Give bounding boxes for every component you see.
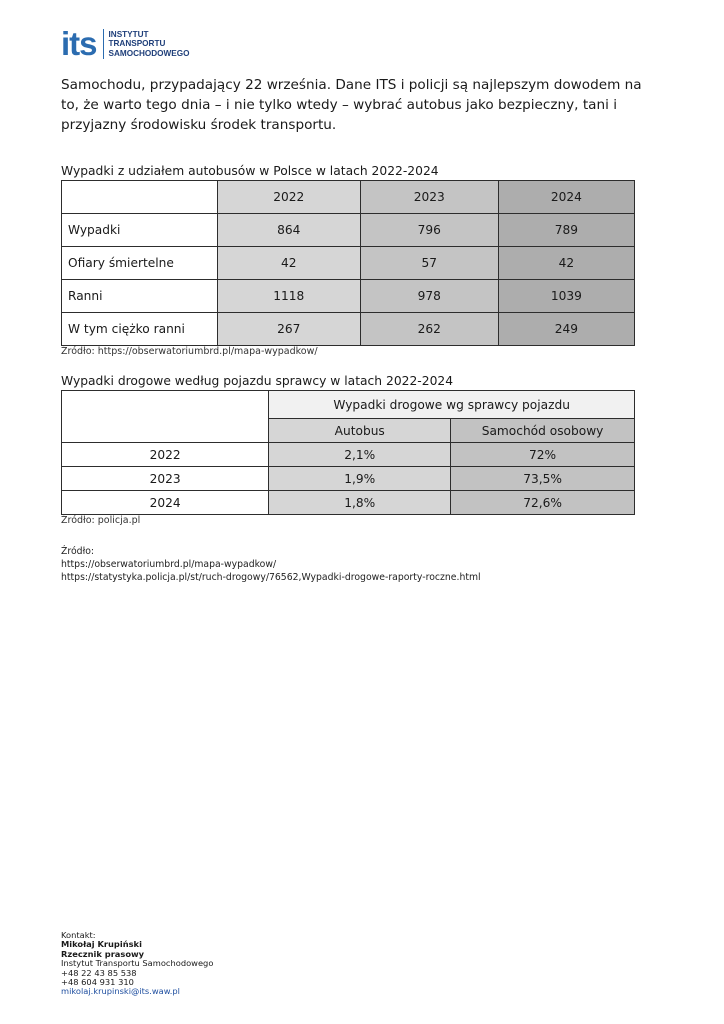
contact-phone: +48 604 931 310 [61, 977, 134, 988]
table1-caption: Wypadki z udziałem autobusów w Polsce w latach 2022-2024 [61, 164, 439, 178]
contact-block [61, 931, 213, 997]
logo-line-3: SAMOCHODOWEGO [108, 48, 190, 58]
table-row [62, 247, 635, 280]
logo-divider [103, 29, 104, 59]
logo-line-2: TRANSPORTU [108, 39, 166, 49]
header-year: 2024 [498, 181, 634, 214]
cell-value: 2,1% [269, 443, 451, 467]
contact-name: Mikołaj Krupiński [61, 939, 142, 950]
column-header-car: Samochód osobowy [451, 419, 635, 443]
perpetrator-vehicle-table [61, 390, 635, 515]
table2-source: Źródło: policja.pl [61, 515, 141, 526]
column-header-bus: Autobus [269, 419, 451, 443]
cell-value: 1,9% [269, 467, 451, 491]
header-year: 2023 [360, 181, 498, 214]
logo-mark: its [61, 25, 97, 62]
cell-value: 796 [360, 214, 498, 247]
table-row [62, 443, 635, 467]
group-header: Wypadki drogowe wg sprawcy pojazdu [269, 391, 635, 419]
table-row [62, 280, 635, 313]
cell-value: 1118 [217, 280, 360, 313]
source-link[interactable]: https://obserwatoriumbrd.pl/mapa-wypadkow/ [61, 559, 277, 570]
table-row [62, 214, 635, 247]
bus-accidents-table [61, 180, 635, 346]
cell-value: 1,8% [269, 491, 451, 515]
table-header-row [62, 391, 635, 419]
cell-value: 42 [498, 247, 634, 280]
table-row [62, 313, 635, 346]
row-year: 2022 [62, 443, 269, 467]
table2-caption: Wypadki drogowe według pojazdu sprawcy w latach 2022-2024 [61, 374, 454, 388]
cell-value: 72% [451, 443, 635, 467]
cell-value: 73,5% [451, 467, 635, 491]
cell-value: 978 [360, 280, 498, 313]
table-row [62, 467, 635, 491]
logo-line-1: INSTYTUT [108, 29, 149, 39]
cell-value: 249 [498, 313, 634, 346]
contact-role: Rzecznik prasowy [61, 948, 145, 959]
header-empty-cell [62, 391, 269, 443]
contact-org: Instytut Transportu Samochodowego [61, 958, 214, 969]
source-link[interactable]: https://statystyka.policja.pl/st/ruch-drogowy/76562,Wypadki-drogowe-raporty-roczne.html [61, 572, 481, 583]
row-year: 2024 [62, 491, 269, 515]
sources-label: Źródło: [61, 546, 95, 557]
row-label: W tym ciężko ranni [62, 313, 218, 346]
sources-block [61, 545, 481, 584]
cell-value: 789 [498, 214, 634, 247]
table1-source: Źródło: https://obserwatoriumbrd.pl/mapa-wypadkow/ [61, 346, 318, 357]
header-year: 2022 [217, 181, 360, 214]
cell-value: 42 [217, 247, 360, 280]
table-row [62, 491, 635, 515]
cell-value: 267 [217, 313, 360, 346]
its-logo [61, 25, 190, 62]
logo-text [109, 30, 190, 58]
contact-phone: +48 22 43 85 538 [61, 967, 137, 978]
row-year: 2023 [62, 467, 269, 491]
row-label: Ranni [62, 280, 218, 313]
cell-value: 262 [360, 313, 498, 346]
table-header-row [62, 181, 635, 214]
header-empty-cell [62, 181, 218, 214]
cell-value: 57 [360, 247, 498, 280]
intro-paragraph: Samochodu, przypadający 22 września. Dane ITS i policji są najlepszym dowodem na to, że warto tego dnia – i nie tylko wtedy – wybrać autobus jako bezpieczny, tani i przyjazny środowisku środek transportu. [61, 77, 642, 133]
contact-email-link[interactable]: mikolaj.krupinski@its.waw.pl [61, 986, 180, 997]
row-label: Ofiary śmiertelne [62, 247, 218, 280]
cell-value: 864 [217, 214, 360, 247]
row-label: Wypadki [62, 214, 218, 247]
contact-label: Kontakt: [61, 930, 96, 940]
cell-value: 72,6% [451, 491, 635, 515]
cell-value: 1039 [498, 280, 634, 313]
